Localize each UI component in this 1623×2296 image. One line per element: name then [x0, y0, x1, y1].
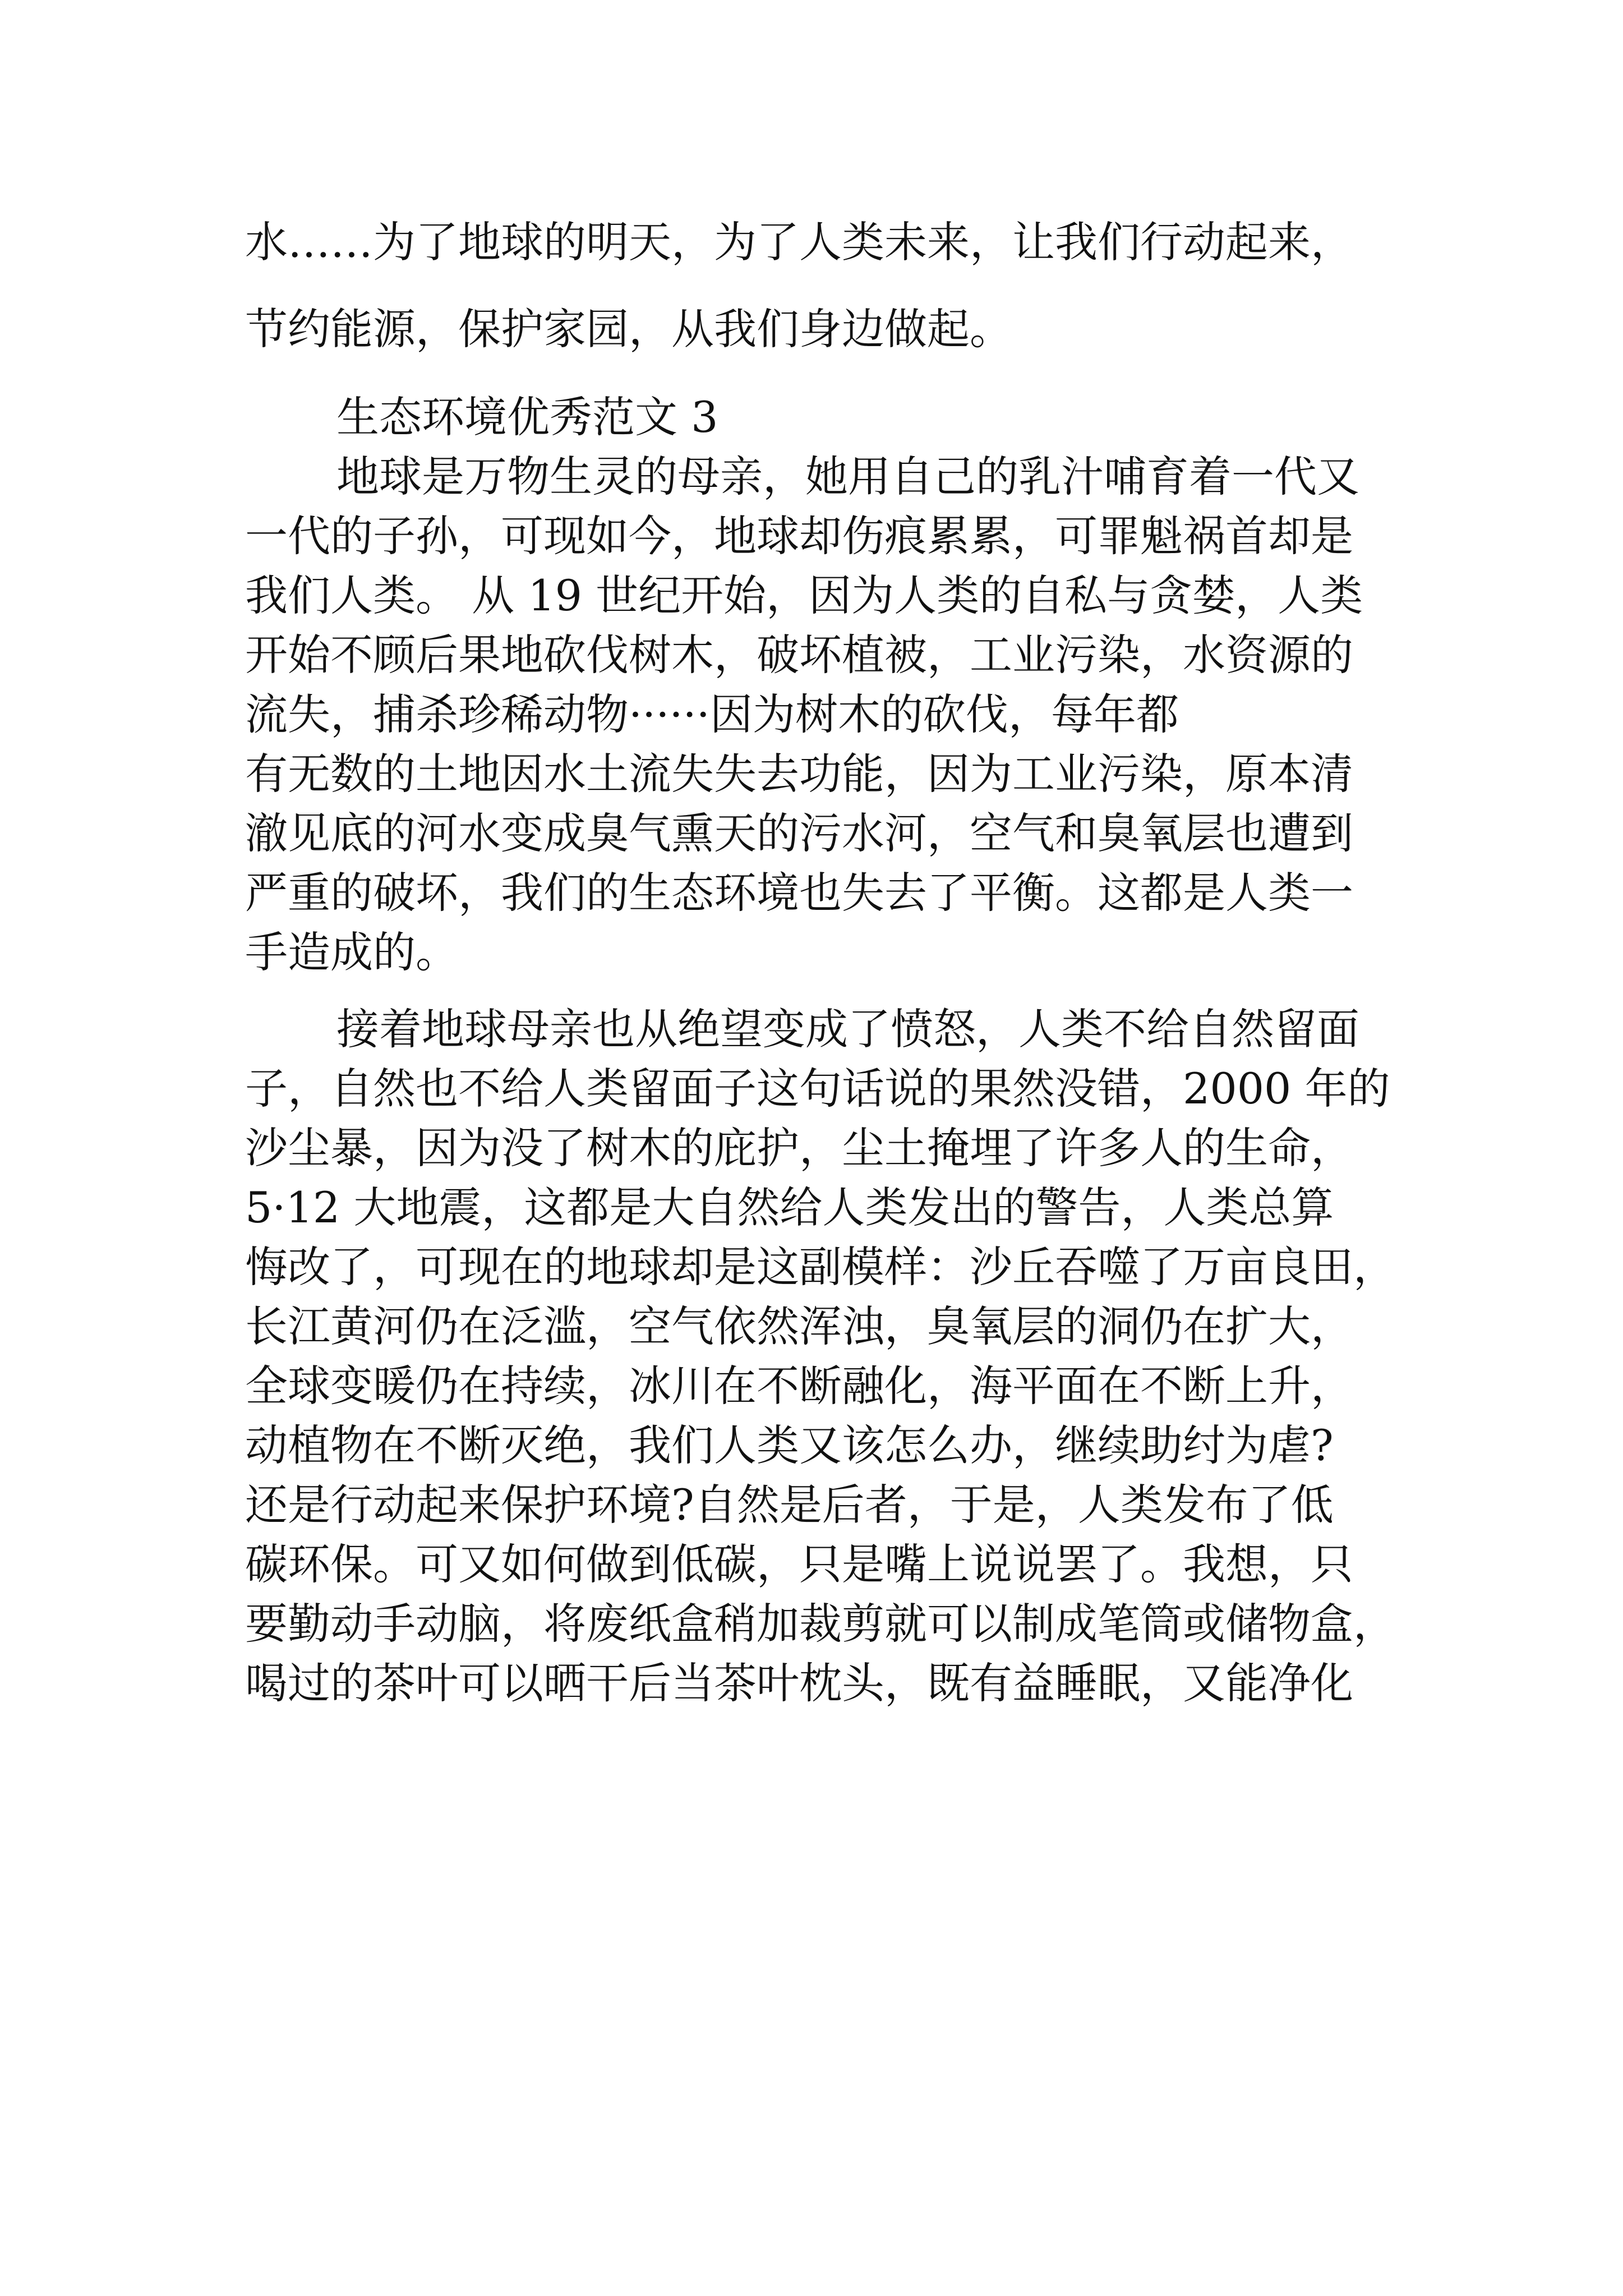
text-line: 子，自然也不给人类留面子这句话说的果然没错，2000 年的: [245, 1064, 1390, 1114]
section-heading: 生态环境优秀范文 3: [336, 392, 718, 442]
text-line: 悔改了，可现在的地球却是这副模样：沙丘吞噬了万亩良田，: [245, 1242, 1396, 1292]
text-line: 5·12 大地震，这都是大自然给人类发出的警告，人类总算: [245, 1182, 1334, 1232]
text-line: 全球变暖仍在持续，冰川在不断融化，海平面在不断上升，: [245, 1361, 1353, 1411]
text-line: 严重的破坏，我们的生态环境也失去了平衡。这都是人类一: [245, 868, 1353, 918]
text-line: 动植物在不断灭绝，我们人类又该怎么办，继续助纣为虐?: [245, 1420, 1334, 1470]
text-line: 澈见底的河水变成臭气熏天的污水河，空气和臭氧层也遭到: [245, 808, 1353, 858]
text-line: 要勤动手动脑，将废纸盒稍加裁剪就可以制成笔筒或储物盒，: [245, 1599, 1396, 1649]
text-line: 喝过的茶叶可以晒干后当茶叶枕头，既有益睡眠，又能净化: [245, 1658, 1353, 1708]
text-line: 有无数的土地因水土流失失去功能，因为工业污染，原本清: [245, 749, 1353, 799]
text-line: 还是行动起来保护环境?自然是后者，于是，人类发布了低: [245, 1480, 1334, 1530]
text-line: 一代的子孙，可现如今，地球却伤痕累累，可罪魁祸首却是: [245, 511, 1353, 561]
text-line: 碳环保。可又如何做到低碳，只是嘴上说说罢了。我想，只: [245, 1539, 1353, 1589]
text-line: 流失，捕杀珍稀动物······因为树木的砍伐，每年都: [245, 689, 1179, 739]
text-line: 长江黄河仍在泛滥，空气依然浑浊，臭氧层的洞仍在扩大，: [245, 1301, 1353, 1351]
text-line: 节约能源，保护家园，从我们身边做起。: [245, 304, 1012, 354]
paragraph-first-line: 接着地球母亲也从绝望变成了愤怒，人类不给自然留面: [336, 1004, 1359, 1054]
text-line: 水……为了地球的明天，为了人类未来，让我们行动起来，: [245, 217, 1353, 267]
text-line: 沙尘暴，因为没了树木的庇护，尘土掩埋了许多人的生命，: [245, 1123, 1353, 1173]
text-line: 手造成的。: [245, 927, 458, 977]
text-line: 开始不顾后果地砍伐树木，破坏植被，工业污染，水资源的: [245, 630, 1353, 680]
paragraph-first-line: 地球是万物生灵的母亲，她用自己的乳汁哺育着一代又: [336, 452, 1359, 501]
text-line: 我们人类。 从 19 世纪开始，因为人类的自私与贪婪，人类: [245, 570, 1363, 620]
